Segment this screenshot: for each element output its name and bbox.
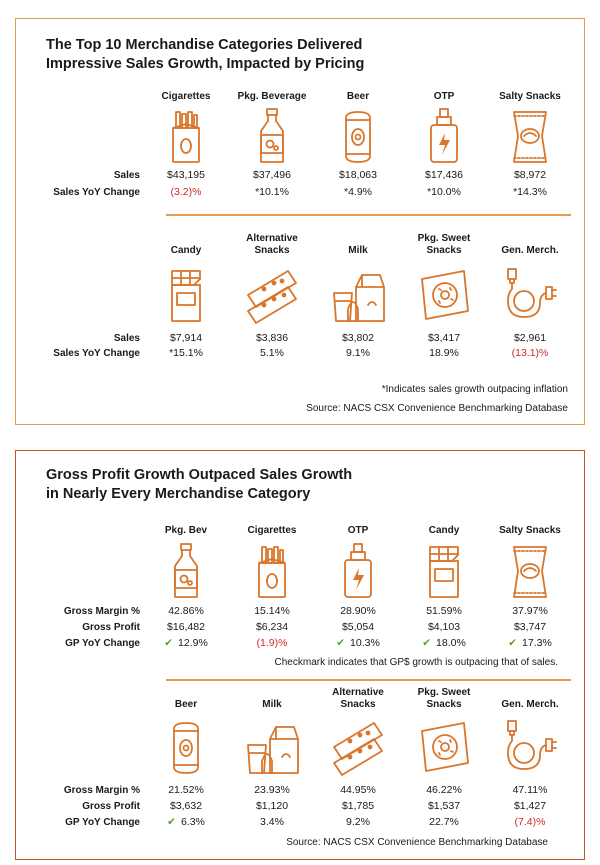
sales-value: $2,961 [513,332,547,344]
sales-yoy-value: *14.3% [513,186,547,198]
chocolate-bar-icon [156,265,216,325]
sales-value: $8,972 [513,169,547,181]
gross-margin-value: 23.93% [254,784,290,796]
gross-profit-value: $6,234 [255,621,289,633]
snack-bars-icon [328,717,388,777]
gp-yoy-value: 9.2% [346,816,370,828]
inflation-note: *Indicates sales growth outpacing inflation [381,384,568,395]
cigarette-pack-icon [242,541,302,601]
row-label: Gross Profit [82,622,140,633]
category-label: Cigarettes [247,525,297,536]
sales-value: $3,802 [341,332,375,344]
category-label: OTP [433,91,455,102]
cigarette-pack-icon [156,106,216,166]
milk-icon [328,265,388,325]
gross-margin-value: 44.95% [340,784,376,796]
check-icon: ✔ [164,637,174,649]
sales-yoy-value: 18.9% [429,347,459,359]
gross-profit-value: $4,103 [427,621,461,633]
category-label: Pkg. Sweet Snacks [417,687,471,710]
row-label: Sales [113,170,140,181]
sales-yoy-value: (3.2)% [170,186,202,198]
category-label: Pkg. Bev [164,525,208,536]
gross-margin-value: 46.22% [426,784,462,796]
bottle-icon [242,106,302,166]
row-label: GP YoY Change [65,638,140,649]
sales-value: $3,836 [255,332,289,344]
category-label: Pkg. Beverage [237,91,307,102]
gross-margin-value: 47.11% [512,784,548,796]
row-label: Sales YoY Change [53,348,140,359]
gp-yoy-value: ✔ 10.3% [336,637,380,649]
gross-profit-value: $1,785 [341,800,375,812]
sales-yoy-value: (13.1)% [511,347,549,359]
gross-profit-value: $5,054 [341,621,375,633]
gp-yoy-value: (1.9)% [256,637,288,649]
category-label: Beer [346,91,370,102]
gp-yoy-value: ✔ 18.0% [422,637,466,649]
gross-profit-value: $1,537 [427,800,461,812]
gross-profit-value: $3,747 [513,621,547,633]
category-label: Candy [428,525,460,536]
sales-yoy-value: *15.1% [169,347,203,359]
category-label: Beer [174,699,198,710]
sales-yoy-value: *10.0% [427,186,461,198]
vape-icon [414,106,474,166]
source-note: Source: NACS CSX Convenience Benchmarking Database [286,837,548,848]
category-label: Gen. Merch. [501,699,559,710]
milk-icon [242,717,302,777]
category-label: OTP [347,525,369,536]
check-icon: ✔ [508,637,518,649]
cable-icon [500,265,560,325]
row-label: Gross Margin % [63,606,140,617]
sales-value: $7,914 [169,332,203,344]
sales-yoy-value: 9.1% [346,347,370,359]
row-label: Sales [113,333,140,344]
sales-yoy-value: *10.1% [255,186,289,198]
sales-value: $37,496 [253,169,291,181]
checkmark-note: Checkmark indicates that GP$ growth is outpacing that of sales. [274,657,558,668]
gross-margin-value: 37.97% [512,605,548,617]
category-label: Salty Snacks [499,91,561,102]
category-label: Milk [348,245,368,256]
cable-icon [500,717,560,777]
sales-value: $43,195 [167,169,205,181]
sales-yoy-value: *4.9% [343,186,373,198]
category-label: Pkg. Sweet Snacks [417,233,471,256]
gross-margin-value: 51.59% [426,605,462,617]
chip-bag-icon [500,541,560,601]
row-label: Gross Margin % [63,785,140,796]
category-label: Salty Snacks [499,525,561,536]
gross-margin-value: 28.90% [340,605,376,617]
gross-profit-value: $1,120 [255,800,289,812]
check-icon: ✔ [336,637,346,649]
gross-margin-value: 21.52% [168,784,204,796]
row-label: GP YoY Change [65,817,140,828]
gross-profit-panel [15,450,585,860]
chip-bag-icon [500,106,560,166]
gp-yoy-value: ✔ 17.3% [508,637,552,649]
sales-value: $17,436 [425,169,463,181]
chocolate-bar-icon [414,541,474,601]
check-icon: ✔ [167,816,176,828]
divider [166,679,571,681]
vape-icon [328,541,388,601]
sales-value: $18,063 [339,169,377,181]
donut-pack-icon [414,265,474,325]
gross-margin-value: 15.14% [254,605,290,617]
divider [166,214,571,216]
beer-can-icon [328,106,388,166]
category-label: Candy [170,245,202,256]
row-label: Gross Profit [82,801,140,812]
gp-yoy-value: (7.4)% [514,816,546,828]
category-label: Alternative Snacks [246,233,298,256]
donut-pack-icon [414,717,474,777]
sales-value: $3,417 [427,332,461,344]
bottle-icon [156,541,216,601]
category-label: Cigarettes [161,91,211,102]
gp-yoy-value: 3.4% [260,816,284,828]
sales-growth-panel [15,18,585,425]
panel-title: The Top 10 Merchandise Categories Delivered Impressive Sales Growth, Impacted by Pricing [46,37,365,72]
snack-bars-icon [242,265,302,325]
sales-yoy-value: 5.1% [260,347,284,359]
row-label: Sales YoY Change [53,187,140,198]
source-note: Source: NACS CSX Convenience Benchmarking Database [306,403,568,414]
category-label: Alternative Snacks [332,687,384,710]
gross-profit-value: $1,427 [513,800,547,812]
gross-margin-value: 42.86% [168,605,204,617]
gp-yoy-value: ✔ 12.9% [164,637,208,649]
category-label: Milk [262,699,282,710]
category-label: Gen. Merch. [501,245,559,256]
gp-yoy-value: ✔ 6.3% [167,816,205,828]
panel-title: Gross Profit Growth Outpaced Sales Growth in Nearly Every Merchandise Category [46,467,353,502]
beer-can-icon [156,717,216,777]
gross-profit-value: $16,482 [167,621,205,633]
check-icon: ✔ [422,637,432,649]
gross-profit-value: $3,632 [169,800,203,812]
gp-yoy-value: 22.7% [429,816,459,828]
